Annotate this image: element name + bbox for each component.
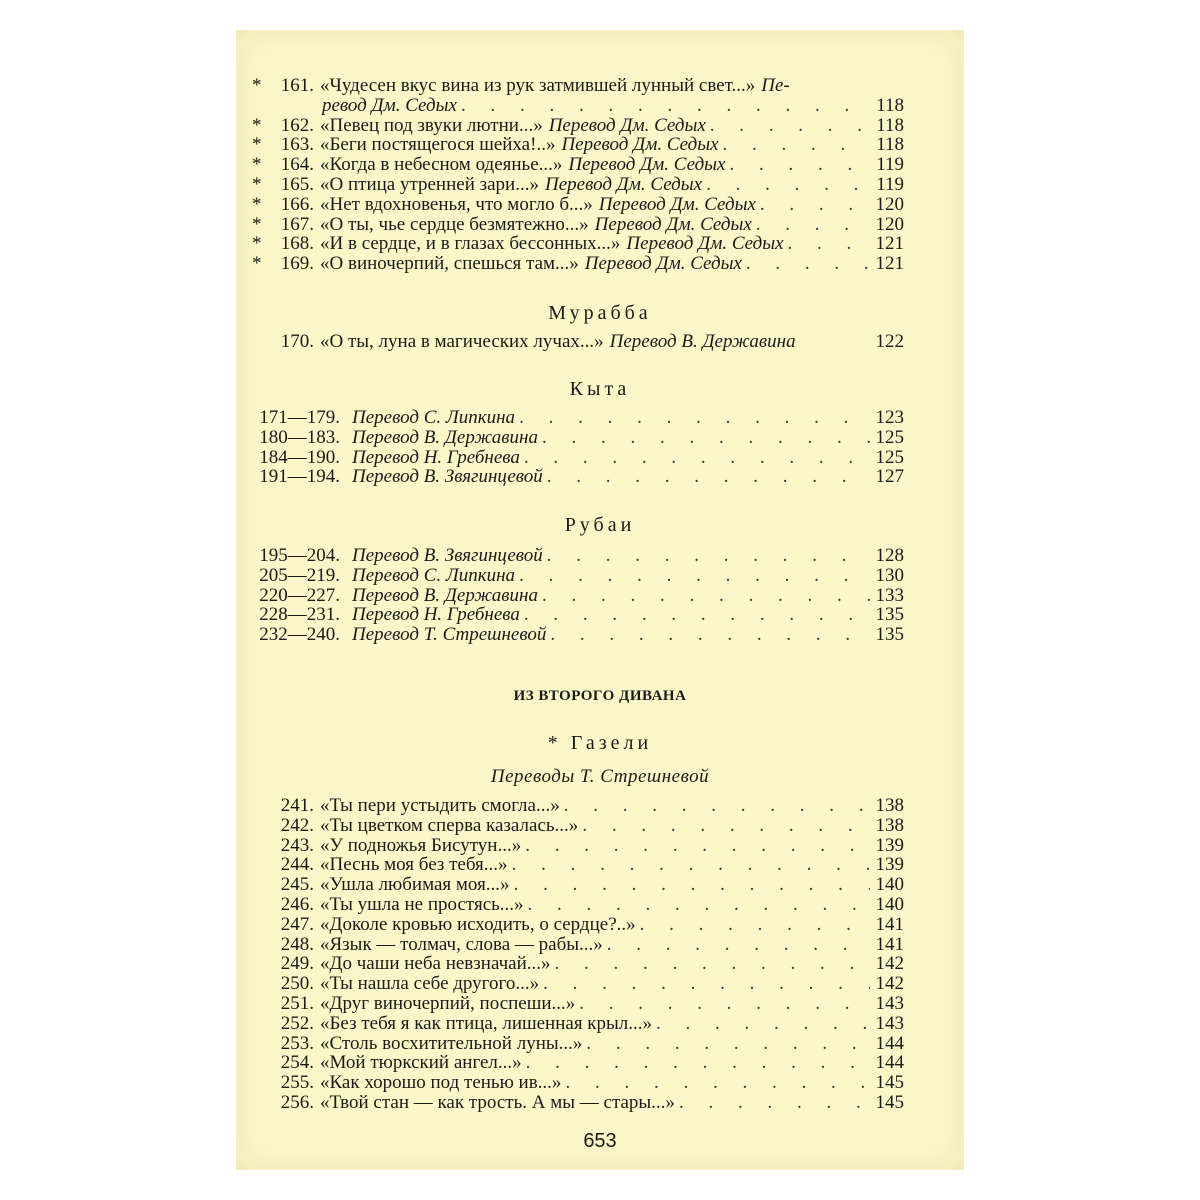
toc-entry: 252. «Без тебя я как птица, лишенная крыл...» . . . 143 [252,1014,904,1034]
toc-entry: * 166. «Нет вдохновенья, что могло б...» Перевод Дм. Седых . . . 120 [252,195,904,215]
toc-entry: 243. «У подножья Бисутун...» . . . 139 [252,836,904,856]
ghazal-list-second [252,796,904,1113]
leader-dots [542,428,870,448]
leader-dots [547,467,870,487]
leader-dots [524,605,870,625]
leader-dots [582,816,870,836]
subsection-heading-ghazals: * Газели [547,732,653,754]
toc-entry: * 168. «И в сердце, и в глазах бессонных...» Перевод Дм. Седых . . . 121 [252,234,904,254]
leader-dots [564,796,870,816]
leader-dots [723,135,870,155]
leader-dots [514,875,870,895]
section-heading-kyta: Кыта [569,378,631,400]
leader-dots [607,935,870,955]
toc-entry: 220—227. Перевод В. Державина . . . 133 [252,586,904,606]
leader-dots [519,566,870,586]
toc-entry: * 163. «Беги постящегося шейха!..» Перевод Дм. Седых . . . 118 [252,135,904,155]
toc-entry: 195—204. Перевод В. Звягинцевой . . . 128 [252,546,904,566]
leader-dots [555,954,870,974]
toc-entry: * 164. «Когда в небесном одеянье...» Перевод Дм. Седых . . . 119 [252,155,904,175]
toc-entry: 253. «Столь восхитительной луны...» . . . 144 [252,1034,904,1054]
rubai-list [252,546,904,645]
toc-entry: 249. «До чаши неба невзначай...» . . . 142 [252,954,904,974]
leader-dots [586,1034,870,1054]
toc-entry: 171—179. Перевод С. Липкина . . . 123 [252,408,904,428]
leader-dots [679,1093,870,1113]
toc-entry: * 165. «О птица утренней зари...» Перевод Дм. Седых . . . 119 [252,175,904,195]
kyta-list [252,408,904,487]
toc-entry: 246. «Ты ушла не простясь...» . . . 140 [252,895,904,915]
leader-dots [656,1014,870,1034]
leader-dots [706,175,870,195]
toc-entry: 180—183. Перевод В. Державина . . . 125 [252,428,904,448]
leader-dots [746,254,870,274]
leader-dots [526,1053,870,1073]
toc-entry: 251. «Друг виночерпий, поспеши...» . . . 143 [252,994,904,1014]
leader-dots [525,836,870,856]
section-heading-second-divan: ИЗ ВТОРОГО ДИВАНА [513,688,687,704]
ghazal-list-top [252,76,904,274]
toc-entry: 254. «Мой тюркский ангел...» . . . 144 [252,1053,904,1073]
toc-entry: 245. «Ушла любимая моя...» . . . 140 [252,875,904,895]
leader-dots [550,625,870,645]
translator-line: Переводы Т. Стрешневой [490,766,710,787]
toc-entry: 248. «Язык — толмач, слова — рабы...» . . . 141 [252,935,904,955]
leader-dots [512,855,870,875]
book-page [236,30,964,1170]
leader-dots [729,155,870,175]
leader-dots [788,234,870,254]
toc-entry: 170. «О ты, луна в магических лучах...» Перевод В. Державина 122 [280,331,904,352]
murabba-list [252,332,904,352]
toc-entry: 250. «Ты нашла себе другого...» . . . 142 [252,974,904,994]
toc-entry: 244. «Песнь моя без тебя...» . . . 139 [252,855,904,875]
toc-entry: 205—219. Перевод С. Липкина . . . 130 [252,566,904,586]
leader-dots [640,915,870,935]
toc-entry: * 167. «О ты, чье сердце безмятежно...» Перевод Дм. Седых . . . 120 [252,215,904,235]
section-heading-murabba: Мурабба [548,302,652,324]
toc-entry: * 162. «Певец под звуки лютни...» Перевод Дм. Седых . . . 118 [252,116,904,136]
toc-entry: 256. «Твой стан — как трость. А мы — стары...» . . . 145 [252,1093,904,1113]
toc-entry: 242. «Ты цветком сперва казалась...» . . . 138 [252,816,904,836]
leader-dots [543,974,870,994]
leader-dots [565,1073,870,1093]
leader-dots [756,215,870,235]
toc-entry: 191—194. Перевод В. Звягинцевой . . . 127 [252,467,904,487]
toc-entry: 255. «Как хорошо под тенью ив...» . . . 145 [252,1073,904,1093]
leader-dots [524,448,870,468]
page-number: 653 [583,1130,617,1152]
leader-dots [760,195,870,215]
leader-dots [461,96,870,116]
toc-entry: 184—190. Перевод Н. Гребнева . . . 125 [252,448,904,468]
toc-entry: * 161. «Чудесен вкус вина из рук затмившей лунный свет...» Пе- [252,75,790,96]
toc-entry: 241. «Ты пери устыдить смогла...» . . . 138 [252,796,904,816]
toc-entry: * 169. «О виночерпий, спешься там...» Перевод Дм. Седых . . . 121 [252,254,904,274]
leader-dots [547,546,870,566]
leader-dots [528,895,870,915]
toc-entry: 232—240. Перевод Т. Стрешневой . . . 135 [252,625,904,645]
leader-dots [579,994,870,1014]
toc-entry: 247. «Доколе кровью исходить, о сердце?..» . . . 141 [252,915,904,935]
section-heading-rubai: Рубаи [564,514,636,536]
leader-dots [519,408,870,428]
toc-entry-continuation: ревод Дм. Седых . . . 118 [252,96,904,116]
leader-dots [542,586,870,606]
leader-dots [710,116,870,136]
toc-entry: 228—231. Перевод Н. Гребнева . . . 135 [252,605,904,625]
